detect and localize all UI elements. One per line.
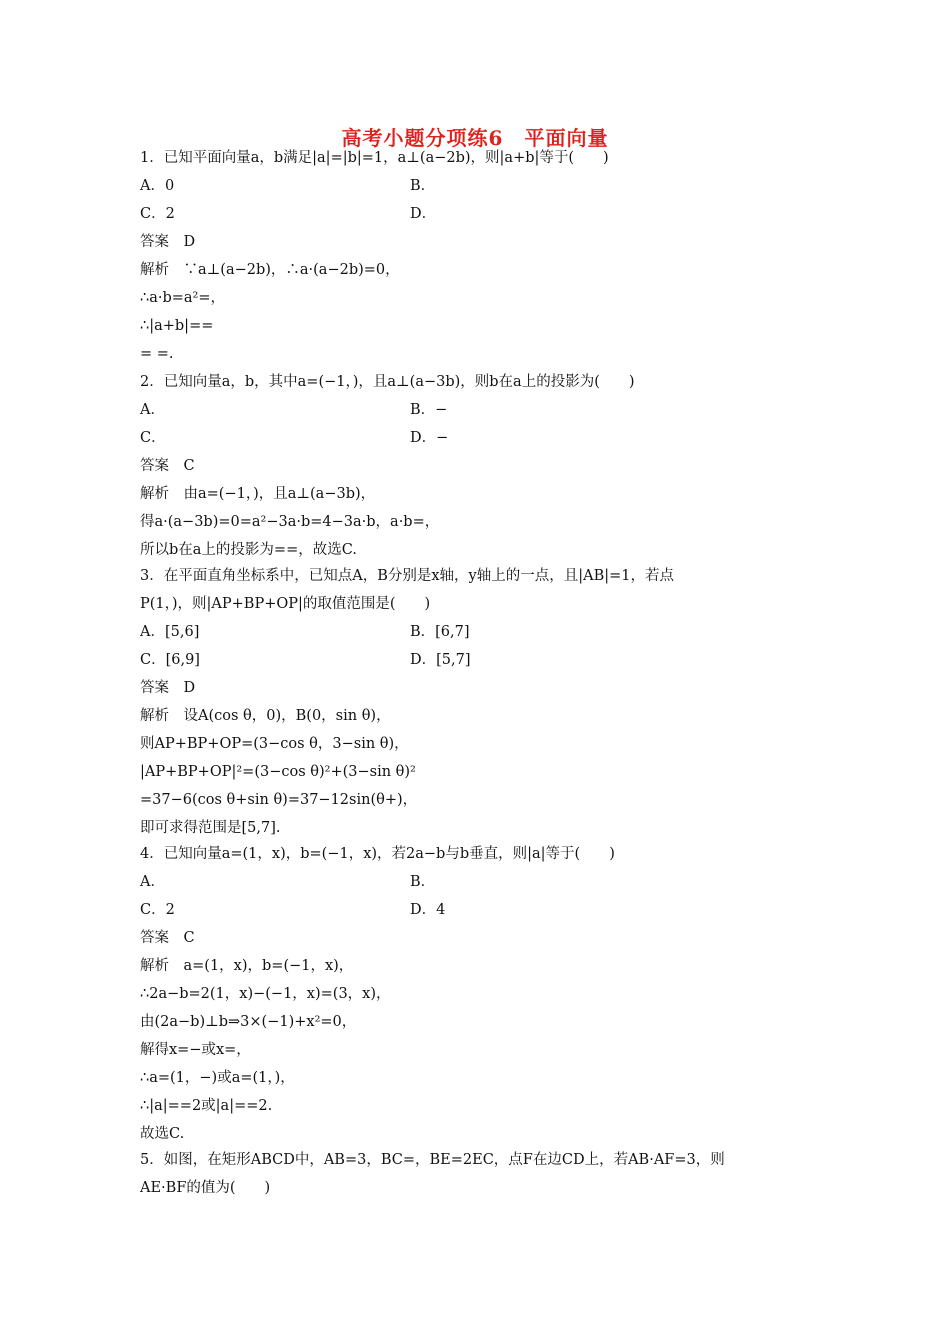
text-line: A．0 [140, 178, 175, 194]
text-line: 得a·(a−3b)=0=a²−3a·b=4−3a·b，a·b=， [140, 514, 440, 530]
text-line: 4．已知向量a=(1，x)，b=(−1，x)，若2a−b与b垂直，则|a|等于( ) [140, 846, 615, 862]
option-right: D． [410, 206, 437, 222]
text-line: 解析 a=(1，x)，b=(−1，x)， [140, 958, 354, 974]
text-line: 5．如图，在矩形ABCD中，AB=3，BC=，BE=2EC，点F在边CD上，若AB·AF=3，则 [140, 1152, 725, 1168]
text-line: A． [140, 402, 165, 418]
text-line: ∴a=(1，−)或a=(1，)， [140, 1070, 295, 1086]
text-line: =37−6(cos θ+sin θ)=37−12sin(θ+)， [140, 792, 418, 808]
text-line: 1．已知平面向量a，b满足|a|=|b|=1，a⊥(a−2b)，则|a+b|等于( ) [140, 150, 609, 166]
text-line: ∴2a−b=2(1，x)−(−1，x)=(3，x)， [140, 986, 391, 1002]
option-right: B．− [410, 402, 448, 418]
text-line: 答案 C [140, 930, 195, 946]
text-line: 答案 D [140, 234, 196, 250]
text-line: C．2 [140, 902, 175, 918]
text-line: C．2 [140, 206, 175, 222]
option-right: D．[5,7] [410, 652, 471, 668]
text-line: 解得x=−或x=， [140, 1042, 251, 1058]
option-right: B． [410, 178, 436, 194]
text-line: C． [140, 430, 166, 446]
text-line: 所以b在a上的投影为==，故选C. [140, 542, 357, 558]
text-line: 故选C. [140, 1126, 185, 1142]
option-right: D．− [410, 430, 449, 446]
page-title: 高考小题分项练6 平面向量 [341, 126, 609, 150]
text-line: 由(2a−b)⊥b⇒3×(−1)+x²=0， [140, 1014, 357, 1030]
text-line: A．[5,6] [140, 624, 200, 640]
text-line: ∴a·b=a²=， [140, 290, 226, 306]
option-right: B． [410, 874, 436, 890]
text-line: 则AP+BP+OP=(3−cos θ，3−sin θ)， [140, 736, 409, 752]
text-line: ∴|a|==2或|a|==2. [140, 1098, 273, 1114]
text-line: 即可求得范围是[5,7]. [140, 820, 281, 836]
option-right: D．4 [410, 902, 446, 918]
text-line: ∴|a+b|== [140, 318, 214, 334]
text-line: 2．已知向量a，b，其中a=(−1，)，且a⊥(a−3b)，则b在a上的投影为( ) [140, 374, 635, 390]
text-line: 3．在平面直角坐标系中，已知点A，B分别是x轴，y轴上的一点，且|AB|=1，若点 [140, 568, 674, 584]
text-line: |AP+BP+OP|²=(3−cos θ)²+(3−sin θ)² [140, 764, 416, 780]
text-line: 解析 由a=(−1，)，且a⊥(a−3b)， [140, 486, 376, 502]
text-line: 解析 ∵a⊥(a−2b)，∴a·(a−2b)=0， [140, 262, 400, 278]
text-line: C．[6,9] [140, 652, 200, 668]
text-line: = =. [140, 346, 174, 362]
option-right: B．[6,7] [410, 624, 470, 640]
text-line: P(1，)，则|AP+BP+OP|的取值范围是( ) [140, 596, 431, 612]
text-line: 答案 C [140, 458, 195, 474]
text-line: 答案 D [140, 680, 196, 696]
text-line: AE·BF的值为( ) [140, 1180, 271, 1196]
text-line: A． [140, 874, 165, 890]
text-line: 解析 设A(cos θ，0)，B(0，sin θ)， [140, 708, 391, 724]
